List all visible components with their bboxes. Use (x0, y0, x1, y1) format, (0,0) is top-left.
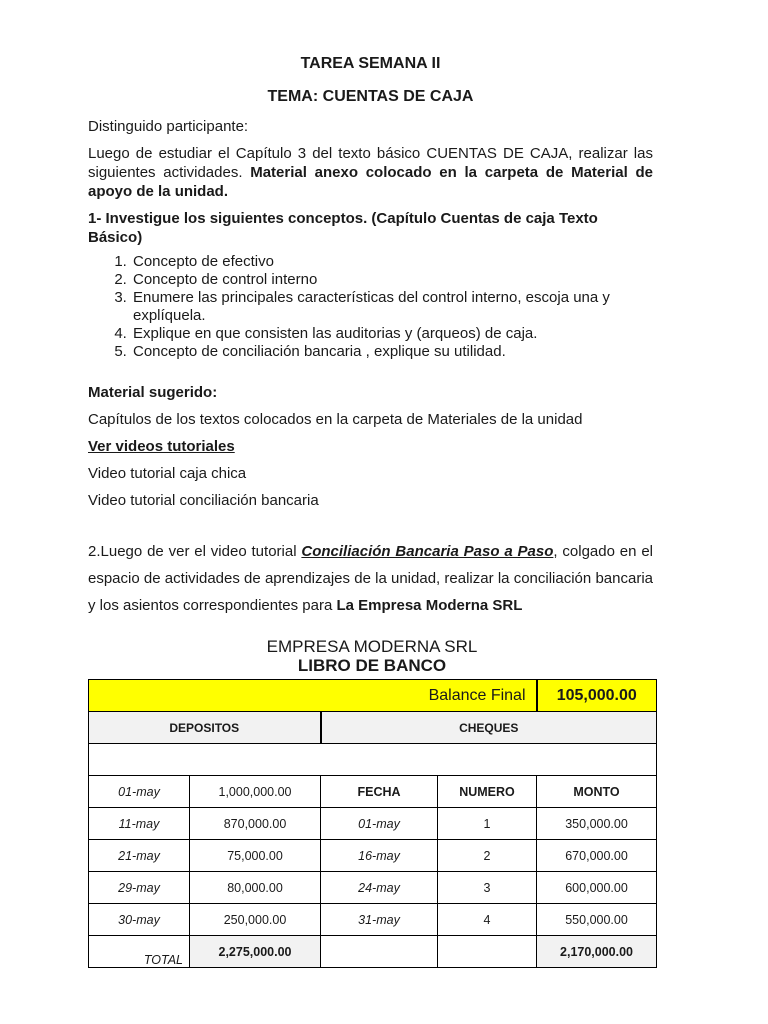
chq-number: 3 (438, 872, 537, 904)
chq-date: 24-may (321, 872, 438, 904)
chq-amount: 600,000.00 (537, 872, 657, 904)
total-empty-cell (438, 936, 537, 968)
section-header-row (89, 712, 657, 744)
total-cheques: 2,170,000.00 (537, 936, 657, 968)
total-depositos: 2,275,000.00 (190, 936, 321, 968)
p2-text-start: 2.Luego de ver el video tutorial (88, 543, 302, 560)
dep-amount: 80,000.00 (190, 872, 321, 904)
col-header-numero: NUMERO (438, 776, 537, 808)
chq-number: 4 (438, 904, 537, 936)
chq-number: 2 (438, 840, 537, 872)
balance-row (89, 680, 657, 712)
table-company-name: EMPRESA MODERNA SRL (266, 637, 478, 656)
document-body (88, 50, 653, 619)
intro-paragraph (88, 144, 653, 201)
doc-title: TAREA SEMANA II (300, 55, 441, 72)
material-heading: Material sugerido: (88, 384, 218, 401)
balance-value: 105,000.00 (537, 680, 657, 712)
chq-amount: 670,000.00 (537, 840, 657, 872)
dep-date: 21-may (89, 840, 190, 872)
table-row (89, 840, 657, 872)
table-title: LIBRO DE BANCO (297, 656, 447, 675)
total-row (89, 936, 657, 968)
company-name-inline: La Empresa Moderna SRL (336, 597, 523, 614)
dep-date: 30-may (89, 904, 190, 936)
table-row (89, 776, 657, 808)
chq-date: 16-may (321, 840, 438, 872)
material-text: Capítulos de los textos colocados en la carpeta de Materiales de la unidad (88, 411, 583, 428)
doc-subtitle: TEMA: CUENTAS DE CAJA (267, 88, 474, 105)
concepts-list (88, 253, 653, 361)
table-row (89, 808, 657, 840)
section-2-paragraph (88, 538, 653, 619)
dep-amount: 250,000.00 (190, 904, 321, 936)
dep-amount: 870,000.00 (190, 808, 321, 840)
depositos-header: DEPOSITOS (89, 712, 321, 744)
chq-number: 1 (438, 808, 537, 840)
dep-amount: 1,000,000.00 (190, 776, 321, 808)
separator-row (89, 744, 657, 776)
dep-date: 01-may (89, 776, 190, 808)
col-header-fecha: FECHA (321, 776, 438, 808)
greeting: Distinguido participante: (88, 118, 249, 135)
chq-date: 01-may (321, 808, 438, 840)
chq-amount: 550,000.00 (537, 904, 657, 936)
list-item: 3. Enumere las principales características del control interno, escoja una y explíquela. (131, 289, 653, 325)
intro-text: Luego de estudiar el Capítulo 3 del texto básico CUENTAS DE CAJA, realizar las siguientes actividades. (88, 145, 653, 181)
total-empty-cell (321, 936, 438, 968)
intro-bold-text: Material anexo colocado en la carpeta de Material de apoyo de la unidad. (88, 164, 653, 200)
dep-date: 11-may (89, 808, 190, 840)
table-row (89, 872, 657, 904)
videos-heading: Ver videos tutoriales (88, 438, 235, 455)
table-row (89, 904, 657, 936)
list-item: 1. Concepto de efectivo (131, 253, 653, 271)
balance-label: Balance Final (89, 680, 537, 712)
list-item: 4. Explique en que consisten las auditorias y (arqueos) de caja. (131, 325, 653, 343)
bank-book-table (88, 679, 657, 968)
video-link-conciliacion[interactable]: Conciliación Bancaria Paso a Paso (301, 543, 554, 560)
list-item: 2. Concepto de control interno (131, 271, 653, 289)
col-header-monto: MONTO (537, 776, 657, 808)
video-item-conciliacion: Video tutorial conciliación bancaria (88, 492, 319, 509)
total-label: TOTAL (89, 936, 190, 968)
section-1-heading: 1- Investigue los siguientes conceptos. (Capítulo Cuentas de caja Texto Básico) (88, 210, 598, 246)
chq-amount: 350,000.00 (537, 808, 657, 840)
list-item: 5. Concepto de conciliación bancaria , explique su utilidad. (131, 343, 653, 361)
cheques-header: CHEQUES (321, 712, 657, 744)
p2-text-middle: , colgado en el espacio de actividades de aprendizajes de la unidad, realizar la conciliación bancaria y los asientos correspondientes para (88, 543, 654, 614)
video-item-caja-chica: Video tutorial caja chica (88, 465, 247, 482)
dep-date: 29-may (89, 872, 190, 904)
chq-date: 31-may (321, 904, 438, 936)
dep-amount: 75,000.00 (190, 840, 321, 872)
